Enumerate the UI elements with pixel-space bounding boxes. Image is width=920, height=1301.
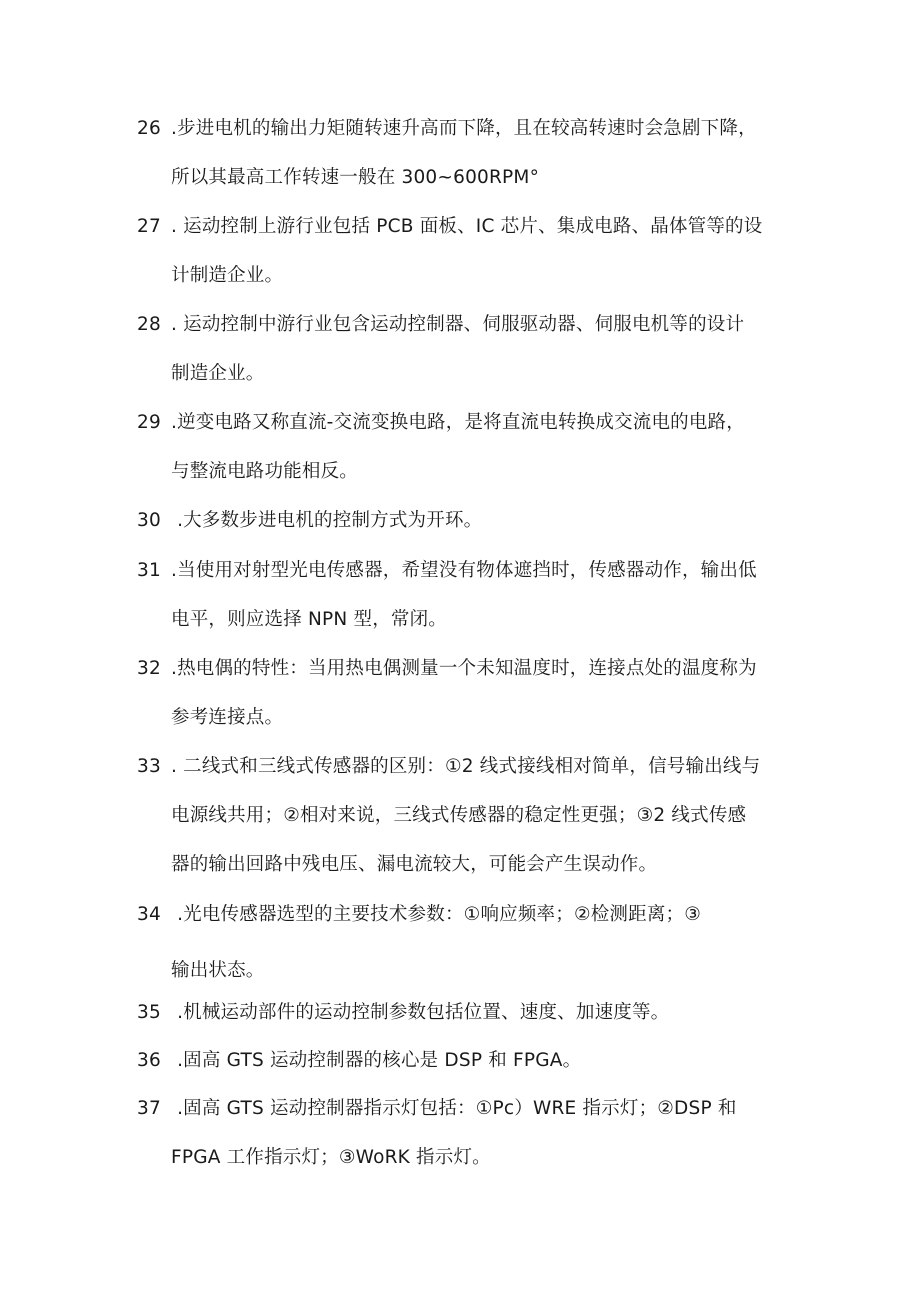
item-number: 27	[137, 216, 161, 237]
list-item	[137, 559, 757, 583]
item-number: 32	[137, 658, 161, 679]
list-item	[137, 117, 757, 141]
item-number: 36	[137, 1050, 161, 1071]
item-text: . 运动控制中游行业包含运动控制器、伺服驱动器、伺服电机等的设计	[171, 314, 745, 335]
item-text: .步进电机的输出力矩随转速升高而下降，且在较高转速时会急剧下降，	[171, 118, 757, 139]
item-number: 28	[137, 314, 161, 335]
item-text: .当使用对射型光电传感器，希望没有物体遮挡时，传感器动作，输出低	[171, 560, 757, 581]
item-number: 29	[137, 412, 161, 433]
list-item	[137, 215, 762, 239]
item-continuation: 制造企业。	[171, 363, 265, 384]
item-continuation: 电源线共用；②相对来说，三线式传感器的稳定性更强；③2 线式传感	[171, 805, 747, 826]
item-text: .光电传感器选型的主要技术参数：①响应频率；②检测距离；③	[171, 904, 702, 925]
item-continuation: 电平，则应选择 NPN 型，常闭。	[171, 609, 447, 630]
item-text: . 运动控制上游行业包括 PCB 面板、IC 芯片、集成电路、晶体管等的设	[171, 216, 763, 237]
item-text: .固高 GTS 运动控制器指示灯包括：①Pc）WRE 指示灯；②DSP 和	[171, 1098, 737, 1119]
item-continuation: 器的输出回路中残电压、漏电流较大，可能会产生误动作。	[171, 854, 658, 875]
item-continuation: 输出状态。	[171, 960, 265, 981]
item-continuation: 与整流电路功能相反。	[171, 461, 359, 482]
item-continuation: 所以其最高工作转速一般在 300~600RPM°	[171, 167, 540, 188]
item-number: 37	[137, 1098, 161, 1119]
item-number: 31	[137, 560, 161, 581]
item-continuation: 参考连接点。	[171, 707, 284, 728]
item-text: .大多数步进电机的控制方式为开环。	[171, 510, 483, 531]
list-item	[137, 1049, 581, 1073]
list-item	[137, 1097, 737, 1121]
item-continuation: 计制造企业。	[171, 265, 284, 286]
list-item	[137, 657, 757, 681]
list-item	[137, 411, 745, 435]
list-item	[137, 1001, 669, 1025]
list-item	[137, 509, 482, 533]
list-item	[137, 755, 760, 779]
item-text: .热电偶的特性：当用热电偶测量一个未知温度时，连接点处的温度称为	[171, 658, 757, 679]
item-number: 26	[137, 118, 161, 139]
item-text: .机械运动部件的运动控制参数包括位置、速度、加速度等。	[171, 1002, 670, 1023]
item-number: 30	[137, 510, 161, 531]
item-number: 33	[137, 756, 161, 777]
item-number: 34	[137, 904, 161, 925]
item-text: . 二线式和三线式传感器的区别：①2 线式接线相对简单，信号输出线与	[171, 756, 761, 777]
item-continuation: FPGA 工作指示灯；③WoRK 指示灯。	[171, 1147, 491, 1168]
item-number: 35	[137, 1002, 161, 1023]
item-text: .逆变电路又称直流-交流变换电路，是将直流电转换成交流电的电路，	[171, 412, 745, 433]
list-item	[137, 313, 744, 337]
list-item	[137, 903, 701, 927]
item-text: .固高 GTS 运动控制器的核心是 DSP 和 FPGA。	[171, 1050, 582, 1071]
